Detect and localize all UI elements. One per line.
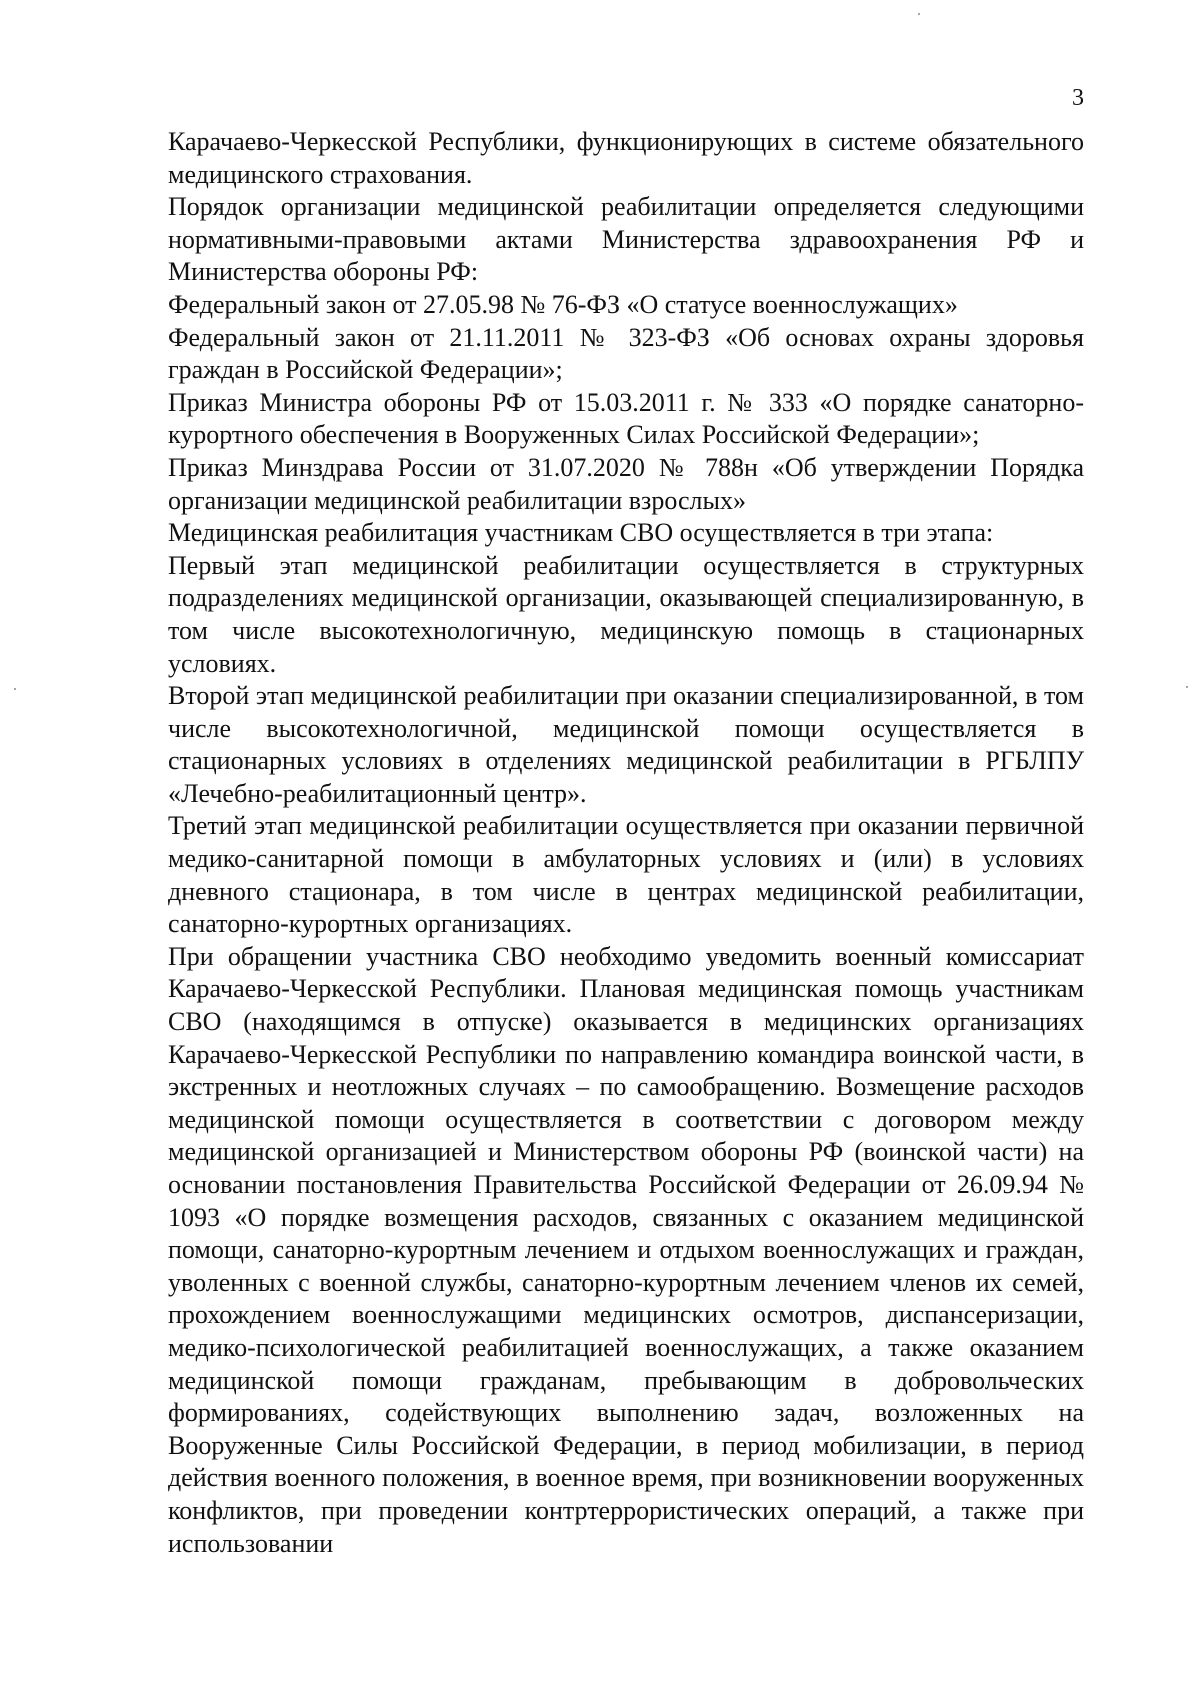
paragraph-stage-one: Первый этап медицинской реабилитации осуществляется в структурных подразделениях медицинской организации, оказывающей специализированную, в том числе высокотехнологичную, медицинскую помощь в стационарных условиях. <box>168 550 1084 678</box>
paragraph-order-333: Приказ Министра обороны РФ от 15.03.2011 г. № 333 «О порядке санаторно-курортного обеспечения в Вооруженных Силах Российской Федерации»; <box>168 387 1084 450</box>
scan-speck <box>918 13 920 15</box>
paragraph-law-76-fz: Федеральный закон от 27.05.98 № 76-ФЗ «О статусе военнослужащих» <box>168 289 958 319</box>
paragraph-three-stages: Медицинская реабилитация участникам СВО осуществляется в три этапа: <box>168 518 994 548</box>
paragraph-svo-procedure: При обращении участника СВО необходимо уведомить военный комиссариат Карачаево-Черкесской Республики. Плановая медицинская помощь участникам СВО (находящимся в отпуске) оказывается в медицинских организациях Карачаево-Черкесской Республики по направлению командира воинской части, в экстренных и неотложных случаях – по самообращению. Возмещение расходов медицинской помощи осуществляется в соответствии с договором между медицинской организацией и Министерством обороны РФ (воинской части) на основании постановления Правительства Российской Федерации от 26.09.94 № 1093 «О порядке возмещения расходов, связанных с оказанием медицинской помощи, санаторно-курортным лечением и отдыхом военнослужащих и граждан, уволенных с военной службы, санаторно-курортным лечением членов их семей, прохождением военнослужащими медицинских осмотров, диспансеризации, медико-психологической реабилитацией военнослужащих, а также оказанием медицинской помощи гражданам, пребывающим в добровольческих формированиях, содействующих выполнению задач, возложенных на Вооруженные Силы Российской Федерации, в период мобилизации, в период действия военного положения, в военное время, при возникновении вооруженных конфликтов, при проведении контртеррористических операций, а также при использовании <box>168 941 1084 1558</box>
paragraph-law-323-fz: Федеральный закон от 21.11.2011 № 323-ФЗ «Об основах охраны здоровья граждан в Российской Федерации»; <box>168 322 1084 385</box>
paragraph-stage-two: Второй этап медицинской реабилитации при оказании специализированной, в том числе высокотехнологичной, медицинской помощи осуществляется в стационарных условиях в отделениях медицинской реабилитации в РГБЛПУ «Лечебно-реабилитационный центр». <box>168 681 1084 808</box>
scan-speck <box>1186 686 1188 688</box>
page-number: 3 <box>1072 85 1084 111</box>
body-text <box>168 126 1084 1560</box>
paragraph-stage-three: Третий этап медицинской реабилитации осуществляется при оказании первичной медико-санитарной помощи в амбулаторных условиях и (или) в условиях дневного стационара, в том числе в центрах медицинской реабилитации, санаторно-курортных организациях. <box>168 811 1084 939</box>
paragraph-rehab-order-intro: Порядок организации медицинской реабилитации определяется следующими нормативными-правовыми актами Министерства здравоохранения РФ и Министерства обороны РФ: <box>168 192 1084 287</box>
paragraph-order-788n: Приказ Минздрава России от 31.07.2020 № 788н «Об утверждении Порядка организации медицинской реабилитации взрослых» <box>168 452 1084 515</box>
scan-speck <box>14 688 16 690</box>
paragraph-republic-oms: Карачаево-Черкесской Республики, функционирующих в системе обязательного медицинского страхования. <box>168 127 1084 189</box>
